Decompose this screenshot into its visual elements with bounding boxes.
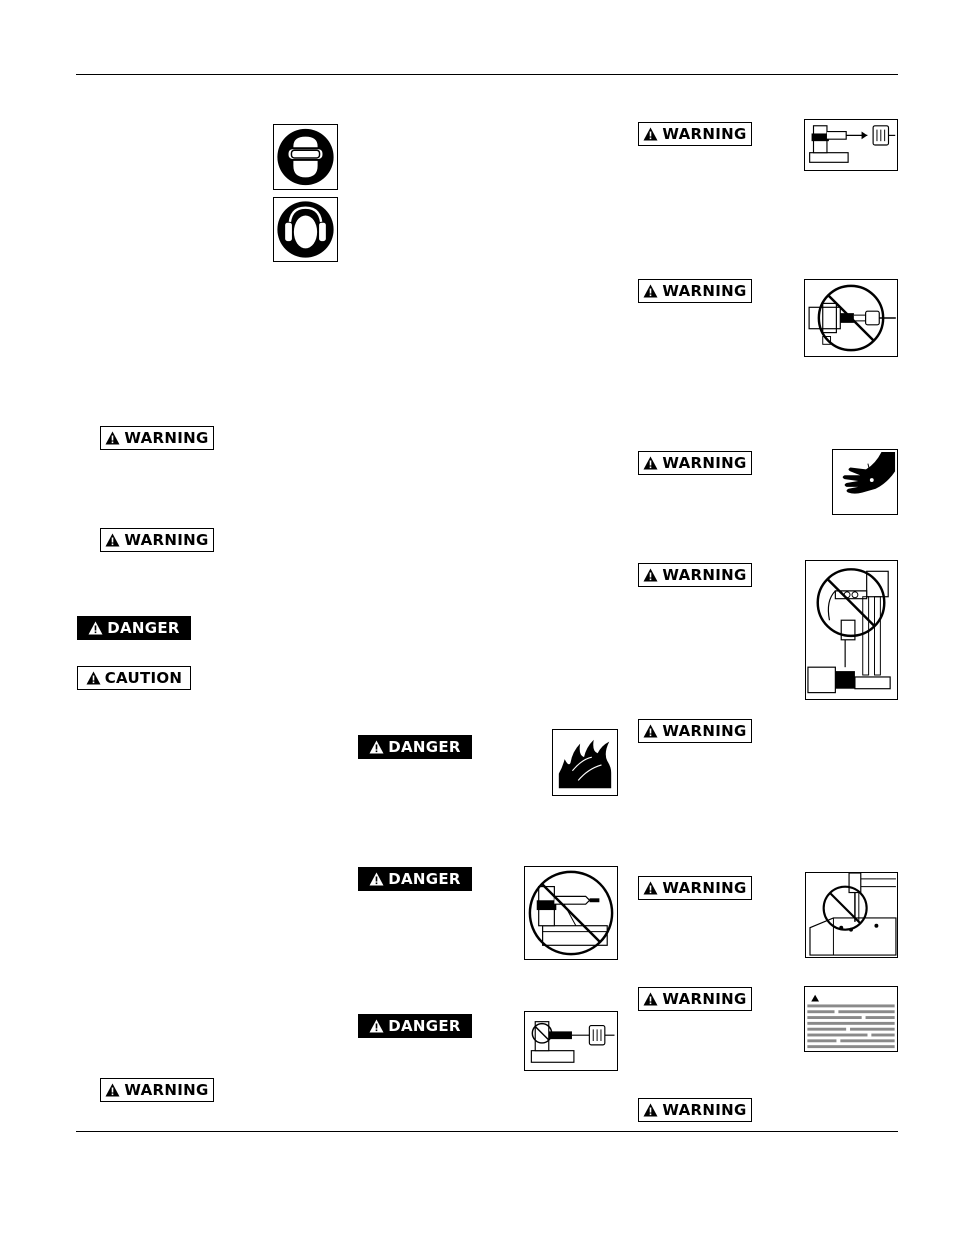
fire-hazard-icon — [552, 729, 618, 796]
danger-badge — [358, 867, 472, 891]
warning-triangle-icon — [643, 1103, 658, 1117]
danger-label: DANGER — [388, 738, 461, 756]
warning-label: WARNING — [124, 429, 209, 447]
warning-label: WARNING — [124, 531, 209, 549]
warning-triangle-icon — [643, 724, 658, 738]
no-nail-through-edge-icon — [805, 872, 898, 958]
top-rule — [76, 74, 898, 75]
danger-label: DANGER — [388, 870, 461, 888]
warning-badge — [100, 426, 214, 450]
warning-label: WARNING — [662, 566, 747, 584]
warning-triangle-icon — [105, 533, 120, 547]
warning-triangle-icon — [643, 568, 658, 582]
warning-triangle-icon — [105, 431, 120, 445]
caution-badge — [77, 666, 191, 690]
danger-triangle-icon — [369, 740, 384, 754]
warning-label: WARNING — [662, 990, 747, 1008]
warning-label: WARNING — [662, 282, 747, 300]
disconnect-nailer-icon — [524, 1011, 618, 1071]
hand-injury-icon — [832, 449, 898, 515]
no-stacked-tools-icon — [805, 560, 898, 700]
danger-badge — [358, 735, 472, 759]
warning-triangle-icon — [105, 1083, 120, 1097]
danger-triangle-icon — [369, 1019, 384, 1033]
ear-protection-icon — [273, 197, 338, 262]
warning-badge — [100, 1078, 214, 1102]
danger-triangle-icon — [369, 872, 384, 886]
caution-label: CAUTION — [104, 669, 183, 687]
danger-badge — [358, 1014, 472, 1038]
caution-triangle-icon — [86, 671, 101, 685]
disconnect-air-tool-icon — [804, 119, 898, 171]
warning-badge — [638, 719, 752, 743]
warning-triangle-icon — [643, 881, 658, 895]
warning-triangle-icon — [643, 284, 658, 298]
warning-triangle-icon — [643, 992, 658, 1006]
warning-badge — [638, 563, 752, 587]
warning-triangle-icon — [643, 127, 658, 141]
warning-badge — [638, 1098, 752, 1122]
warning-triangle-icon — [643, 456, 658, 470]
warning-badge — [638, 451, 752, 475]
danger-triangle-icon — [88, 621, 103, 635]
warning-label: WARNING — [662, 1101, 747, 1119]
danger-label: DANGER — [388, 1017, 461, 1035]
warning-label-icon — [804, 986, 898, 1052]
no-climbing-tool-icon — [524, 866, 618, 960]
danger-label: DANGER — [107, 619, 180, 637]
no-air-connection-icon — [804, 279, 898, 357]
danger-badge — [77, 616, 191, 640]
warning-badge — [638, 987, 752, 1011]
safety-goggles-icon — [273, 124, 338, 190]
warning-label: WARNING — [124, 1081, 209, 1099]
warning-label: WARNING — [662, 125, 747, 143]
warning-label: WARNING — [662, 454, 747, 472]
warning-badge — [638, 122, 752, 146]
warning-label: WARNING — [662, 879, 747, 897]
warning-badge — [638, 876, 752, 900]
bottom-rule — [76, 1131, 898, 1132]
warning-badge — [100, 528, 214, 552]
warning-badge — [638, 279, 752, 303]
warning-label: WARNING — [662, 722, 747, 740]
